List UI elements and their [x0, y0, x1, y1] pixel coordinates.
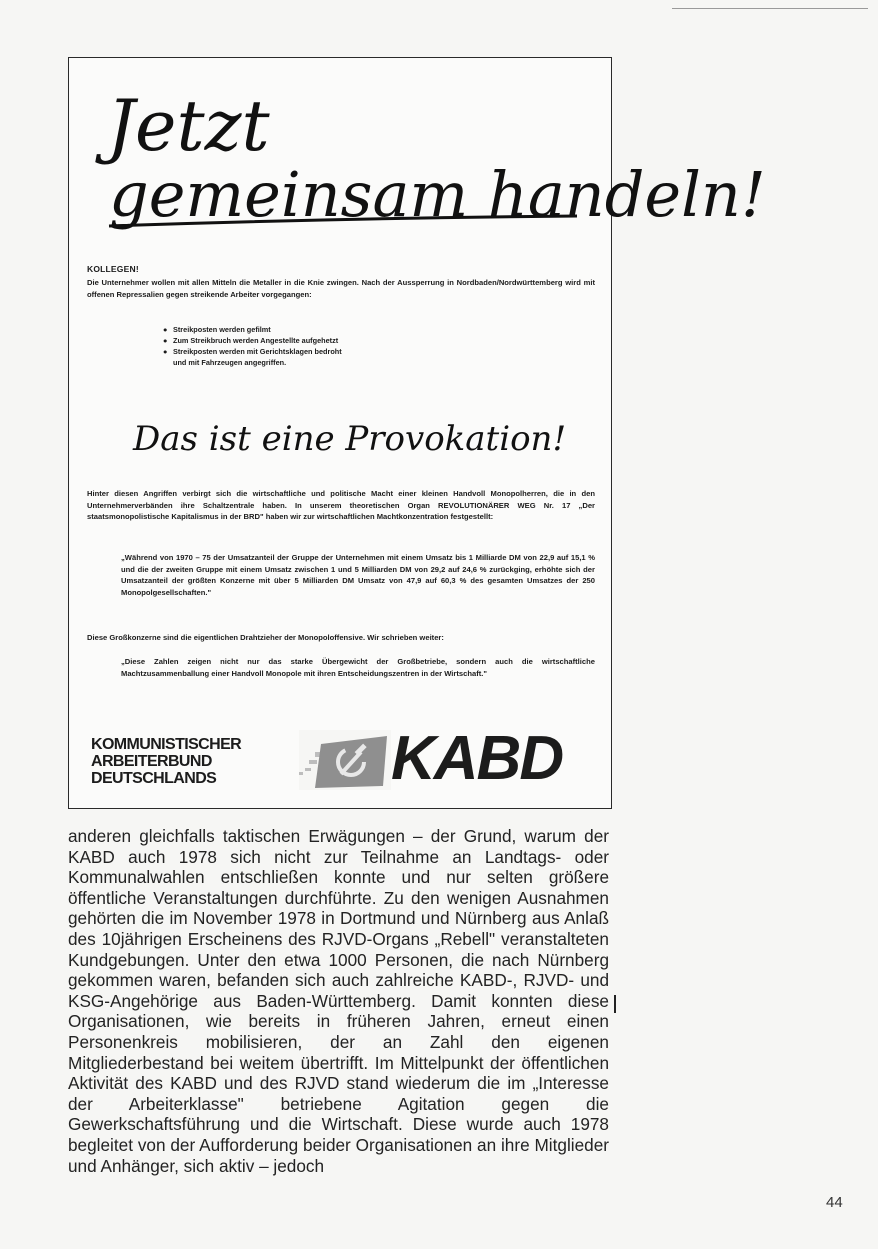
bullet-item: ● Streikposten werden mit Gerichtsklagen bedroht [163, 347, 342, 356]
quote-1: „Während von 1970 – 75 der Umsatzanteil der Gruppe der Unternehmen mit einem Umsatz bis 1 Milliarde DM von 22,9 auf 15,1 % und die der zweiten Gruppe mit einem Umsatz zwischen 1 und 5 Milliarden DM von 29,2 auf 24,6 % zurückging, erhöhte sich der Umsatzanteil der größten Konzerne mit über 5 Milliarden DM Umsatz von 47,9 auf 60,3 % des gesamten Umsatzes der 250 Monopolgesellschaften." [121, 553, 595, 597]
provokation-handwriting [129, 408, 569, 468]
provokation-text: Das ist eine Provokation! [133, 419, 567, 459]
headline-line1: Jetzt [107, 85, 270, 167]
flag-hammer-sickle-icon [299, 730, 391, 790]
flyer-box [68, 57, 766, 809]
logo-text-block [91, 736, 241, 787]
transition-text: Diese Großkonzerne sind die eigentlichen Drahtzieher der Monopoloffensive. Wir schrieben weiter: [87, 633, 444, 642]
logo-line-1: KOMMUNISTISCHER [91, 736, 242, 753]
bullet-dot-icon: ● [163, 336, 168, 345]
page-number: 44 [826, 1194, 843, 1211]
top-rule [672, 8, 868, 9]
logo-line-3: DEUTSCHLANDS [91, 770, 217, 787]
logo-kabd: KABD [391, 724, 563, 793]
kollegen-heading: KOLLEGEN! [87, 264, 139, 274]
bullet-item: ● Zum Streikbruch werden Angestellte aufgehetzt [163, 336, 339, 345]
margin-mark [614, 995, 616, 1013]
body-text: anderen gleichfalls taktischen Erwägungen – der Grund, warum der KABD auch 1978 sich nicht zur Teilnahme an Landtags- oder Kommunalwahlen entschließen konnte und nur selten größere öffentliche Veranstaltungen durchführte. Zu den wenigen Ausnahmen gehörten die im November 1978 in Dortmund und Nürnberg aus Anlaß des 10jährigen Erscheinens des RJVD-Organs „Rebell" veranstalteten Kundgebungen. Unter den etwa 1000 Personen, die nach Nürnberg gekommen waren, befanden sich auch zahlreiche KABD-, RJVD- und KSG-Angehörige aus Baden-Württemberg. Damit konnten diese Organisationen, wie bereits in früheren Jahren, erneut einen Personenkreis mobilisieren, der an Zahl den eigenen Mitgliederbestand bei weitem übertrifft. Im Mittelpunkt der öffentlichen Aktivität des KABD und des RJVD stand wiederum die im „Interesse der Arbeiterklasse" betriebene Agitation gegen die Gewerkschaftsführung und die Wirtschaft. Diese wurde auch 1978 begleitet von der Aufforderung beider Organisationen an ihre Mitglieder und Anhänger, sich aktiv – jedoch [68, 826, 609, 1176]
kabd-logo [91, 724, 591, 800]
quote-2: „Diese Zahlen zeigen nicht nur das starke Übergewicht der Großbetriebe, sondern auch die wirtschaftliche Machtzusammenballung einer Handvoll Monopole mit ihren Entscheidungszentren in der Wirtschaft." [121, 657, 595, 678]
bullet-item: ● Streikposten werden gefilmt [163, 325, 271, 334]
intro-text: Die Unternehmer wollen mit allen Mitteln die Metaller in die Knie zwingen. Nach der Aussperrung in Nordbaden/Nordwürttemberg wird mit offenen Repressalien gegen streikende Arbeiter vorgegangen: [87, 278, 595, 299]
bullet-list [163, 324, 342, 368]
bullet-dot-icon: ● [163, 325, 168, 334]
headline-line2: gemeinsam handeln! [109, 158, 766, 231]
bullet-dot-icon: ● [163, 347, 168, 356]
logo-line-2: ARBEITERBUND [91, 753, 212, 770]
bullet-continuation: und mit Fahrzeugen angegriffen. [173, 358, 287, 367]
main-paragraph: Hinter diesen Angriffen verbirgt sich die wirtschaftliche und politische Macht einer kleinen Handvoll Monopolherren, die in den Unternehmerverbänden ihre Schaltzentrale haben. In unserem theoretischen Organ REVOLUTIONÄRER WEG Nr. 17 „Der staatsmonopolistische Kapitalismus in der BRD" haben wir zur wirtschaftlichen Machtkonzentration festgestellt: [87, 489, 595, 522]
